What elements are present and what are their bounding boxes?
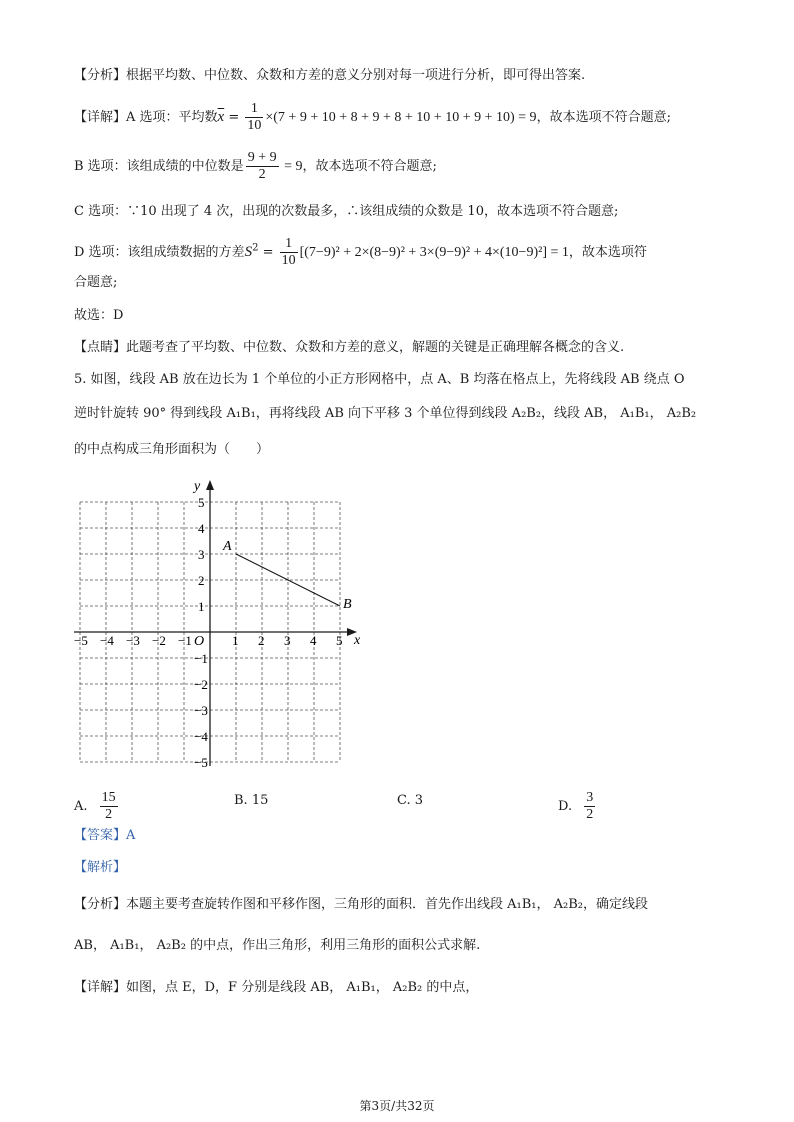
x-tick-label: 4: [310, 633, 317, 648]
x-tick-label: −3: [126, 633, 140, 648]
text-span: =: [258, 245, 278, 260]
solution-label: 【解析】: [74, 860, 127, 875]
x-tick-label: −5: [74, 633, 88, 648]
text-span: B 选项：该组成绩的中位数是: [74, 159, 244, 174]
origin-label: O: [194, 634, 205, 649]
y-tick-label: −4: [194, 729, 208, 744]
detail-option-b: [74, 150, 734, 183]
fraction-denominator: 2: [258, 167, 266, 182]
math-expression: = 9: [280, 159, 303, 174]
fraction-numerator: 15: [101, 790, 116, 805]
detail-continuation: 合题意;: [74, 275, 118, 290]
variance-symbol: S: [244, 244, 253, 260]
y-tick-label: 5: [198, 495, 205, 510]
detail-option-c: C 选项：∵10 出现了 4 次，出现的次数最多，∴该组成绩的众数是 10，故本选项不符合题意;: [74, 204, 619, 219]
fraction: [245, 101, 263, 134]
fraction-denominator: 2: [586, 807, 594, 822]
y-axis-label: y: [194, 479, 201, 494]
math-expression: ×(7 + 9 + 10 + 8 + 9 + 8 + 10 + 10 + 9 + 10) = 9: [265, 110, 537, 125]
text-span: D 选项：该组成绩数据的方差: [74, 245, 245, 260]
fraction: [100, 790, 118, 823]
x-tick-label: −1: [178, 633, 192, 648]
fraction-numerator: 9 + 9: [247, 150, 277, 165]
comment-paragraph: 【点睛】此题考查了平均数、中位数、众数和方差的意义，解题的关键是正确理解各概念的含义.: [74, 340, 625, 355]
option-d: [558, 790, 597, 823]
math-expression: [(7−9)² + 2×(8−9)² + 3×(9−9)² + 4×(10−9)²] = 1: [299, 245, 569, 260]
question-5-line-3: 的中点构成三角形面积为（ ）: [74, 442, 270, 457]
option-b: B. 15: [234, 793, 269, 808]
x-tick-label: 3: [284, 633, 291, 648]
y-tick-label: −5: [194, 755, 208, 770]
question-5-line-2: 逆时针旋转 90° 得到线段 A₁B₁，再将线段 AB 向下平移 3 个单位得到线段 A₂B₂，线段 AB， A₁B₁， A₂B₂: [74, 406, 697, 421]
y-tick-label: 1: [198, 599, 205, 614]
text-span: 【详解】A 选项：平均数: [74, 110, 218, 125]
fraction-denominator: 10: [281, 253, 296, 268]
solution-analysis-line-2: AB， A₁B₁， A₂B₂ 的中点，作出三角形，利用三角形的面积公式求解.: [74, 938, 481, 953]
question-5-line-1: 5. 如图，线段 AB 放在边长为 1 个单位的小正方形网格中，点 A、B 均落在格点上，先将线段 AB 绕点 O: [74, 372, 685, 387]
y-tick-label: 2: [198, 573, 205, 588]
fraction-denominator: 2: [105, 807, 113, 822]
x-tick-label: −2: [152, 633, 166, 648]
option-letter: D.: [558, 799, 573, 814]
point-a-label: A: [223, 539, 232, 554]
solution-analysis-line-1: 【分析】本题主要考查旋转作图和平移作图，三角形的面积．首先作出线段 A₁B₁， A₂B₂，确定线段: [74, 897, 648, 912]
text-span: ，故本选项符: [568, 245, 647, 260]
y-tick-label: 4: [198, 521, 205, 536]
text-span: ，故本选项不符合题意;: [536, 110, 671, 125]
fraction: [584, 790, 595, 823]
option-a: [74, 790, 120, 823]
page-footer: 第3页/共32页: [359, 1099, 435, 1113]
superscript: 2: [252, 242, 259, 254]
option-c: C. 3: [397, 793, 424, 808]
xbar-symbol: $\overline{x}$: [217, 109, 225, 125]
detail-option-a: [74, 101, 734, 134]
y-tick-label: −1: [194, 651, 208, 666]
coordinate-grid-figure: [70, 470, 370, 770]
x-tick-label: 1: [232, 633, 239, 648]
fraction-numerator: 1: [280, 236, 298, 253]
fraction-numerator: 3: [586, 790, 594, 805]
text-span: =: [224, 110, 244, 125]
x-axis-label: x: [354, 633, 361, 648]
fraction: [280, 236, 298, 269]
solution-detail: 【详解】如图，点 E，D，F 分别是线段 AB， A₁B₁， A₂B₂ 的中点，: [74, 980, 479, 995]
choice-statement: 故选：D: [74, 308, 124, 323]
text-span: ，故本选项不符合题意;: [302, 159, 437, 174]
detail-option-d: [74, 236, 734, 269]
x-tick-label: 5: [336, 633, 343, 648]
x-tick-label: 2: [258, 633, 265, 648]
y-tick-label: −3: [194, 703, 208, 718]
answer-label: 【答案】A: [74, 828, 136, 843]
analysis-paragraph: 【分析】根据平均数、中位数、众数和方差的意义分别对每一项进行分析，即可得出答案.: [74, 68, 586, 83]
x-tick-label: −4: [100, 633, 114, 648]
fraction-numerator: 1: [245, 101, 263, 118]
y-tick-label: 3: [198, 547, 205, 562]
fraction-denominator: 10: [247, 118, 262, 133]
y-axis-arrow: [206, 480, 214, 490]
option-letter: A.: [74, 799, 88, 814]
fraction: [246, 150, 279, 183]
y-tick-label: −2: [194, 677, 208, 692]
point-b-label: B: [343, 597, 352, 612]
